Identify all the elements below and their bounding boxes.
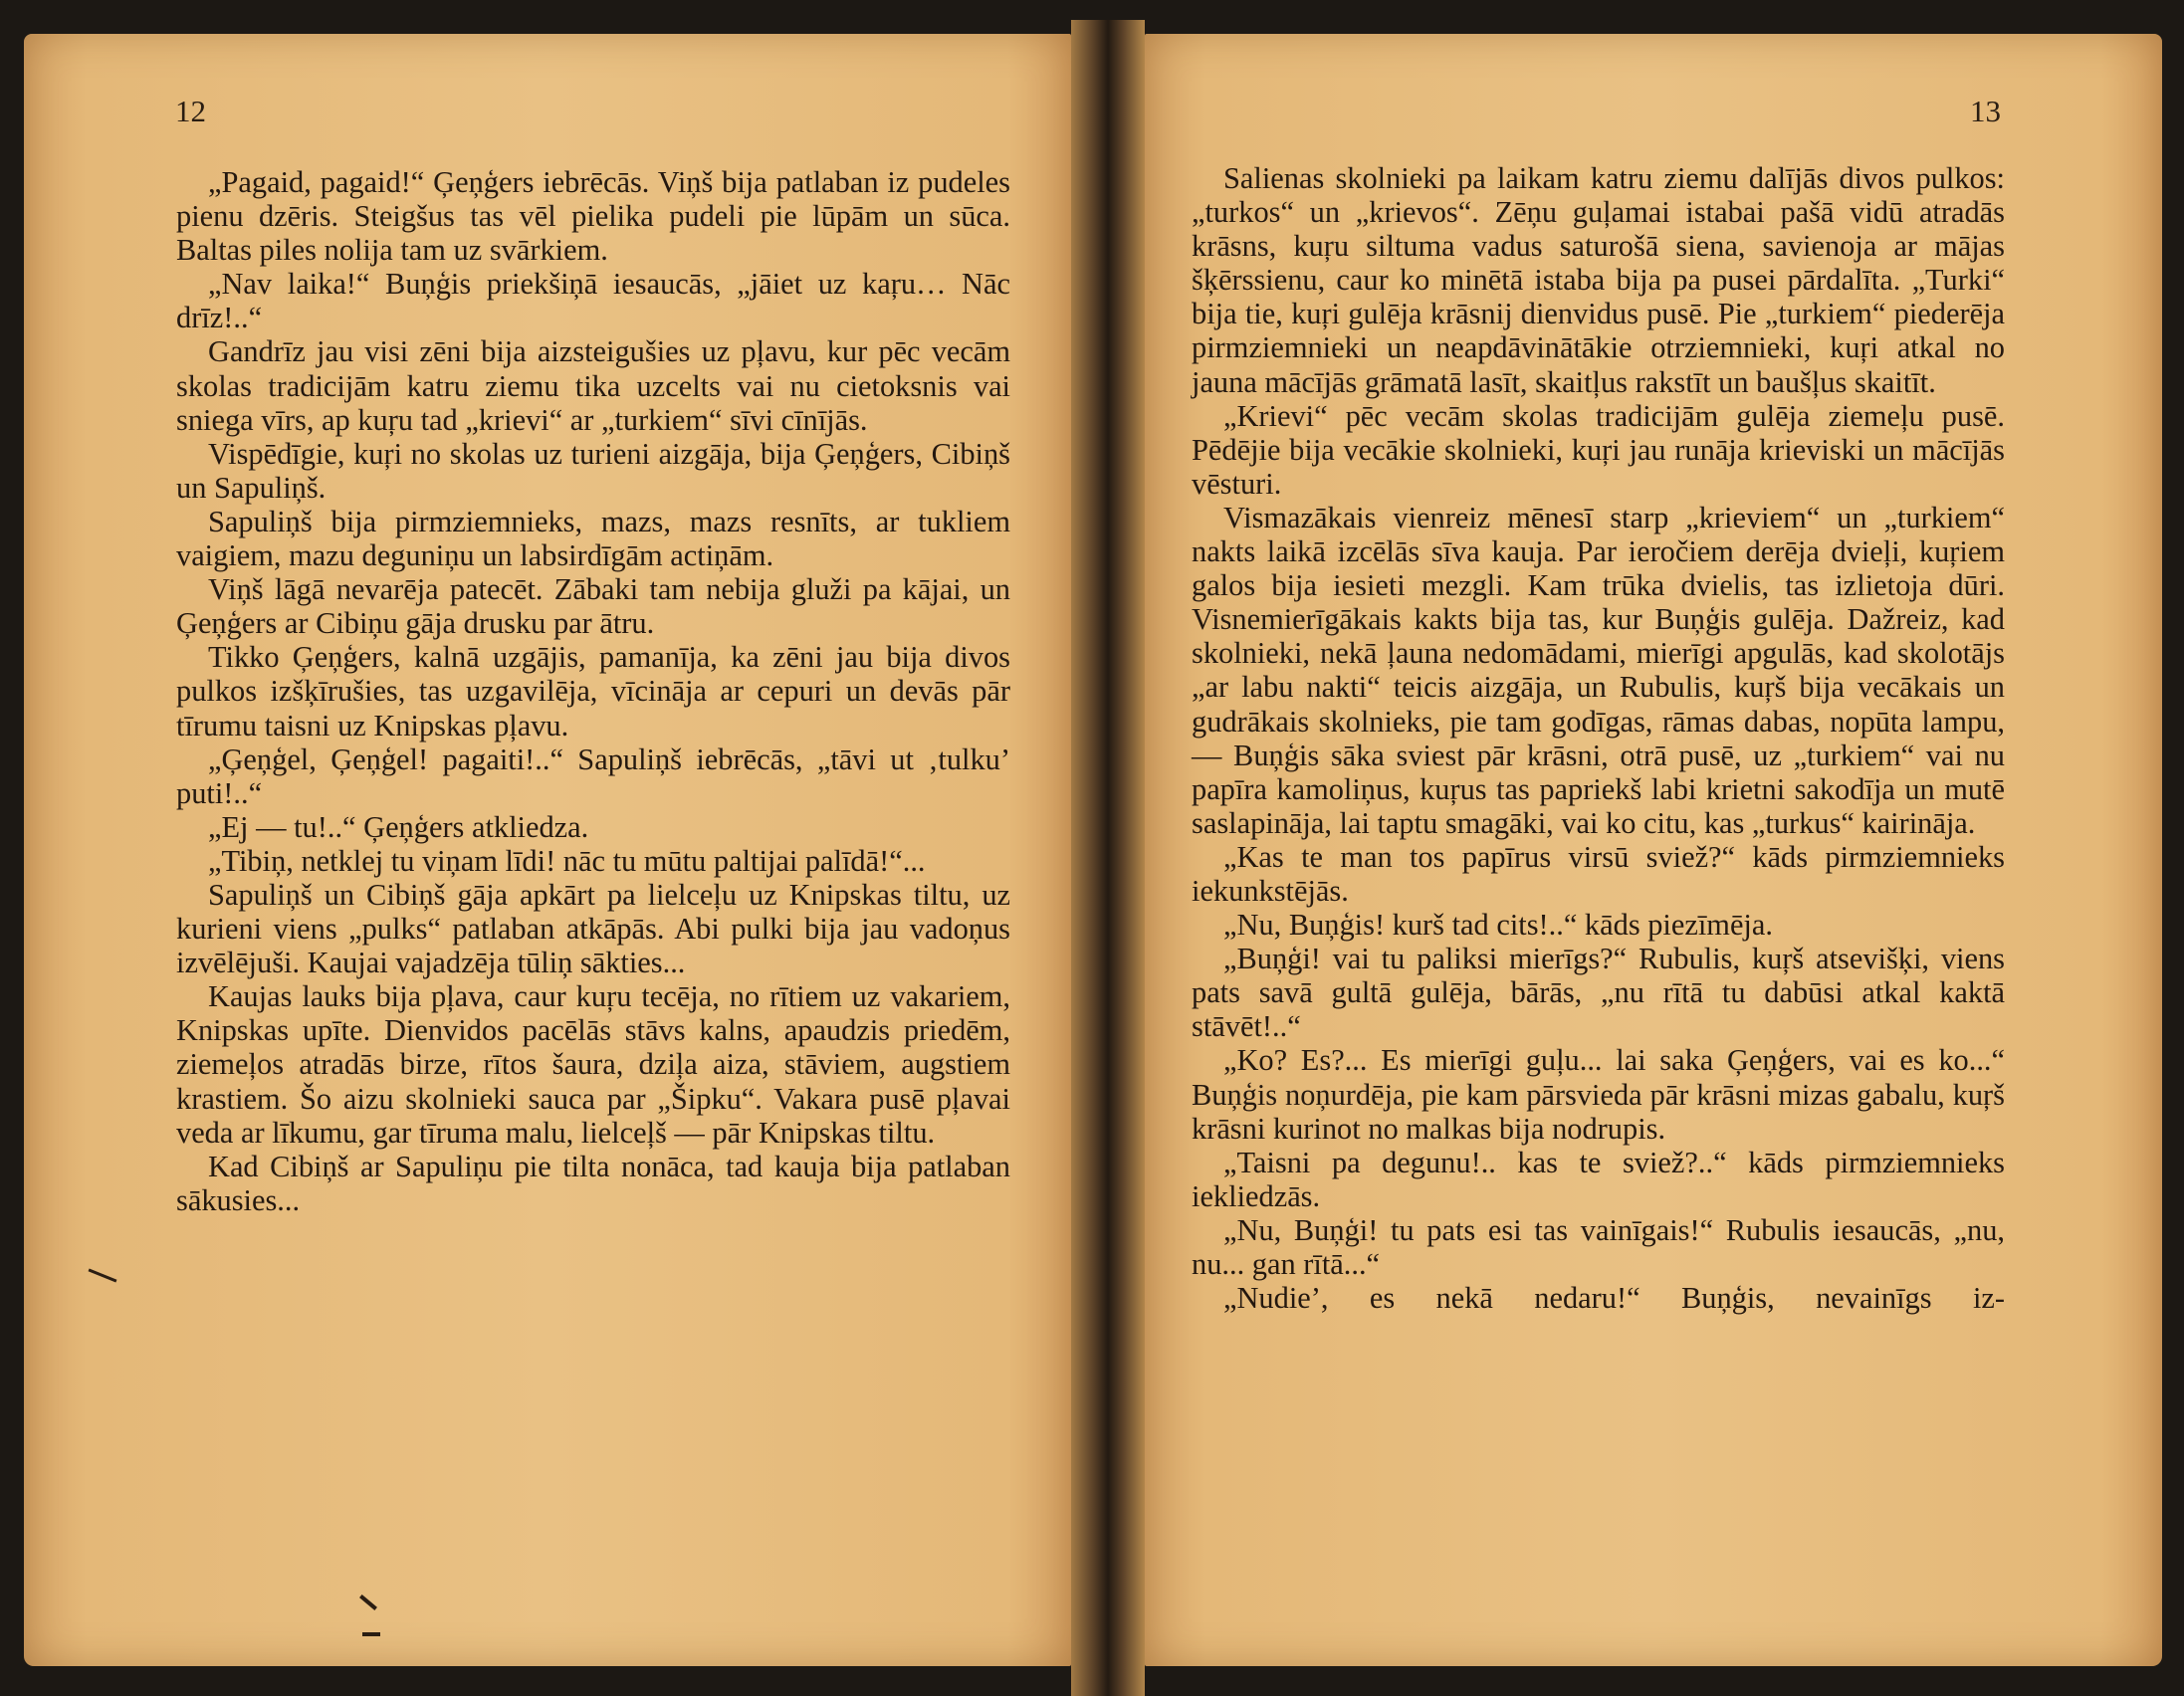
paragraph: Gandrīz jau visi zēni bija aizsteigušies uz pļavu, kur pēc vecām skolas tradicijām katru ziemu tika uzcelts vai nu cietoksnis vai sniega vīrs, ap kuŗu tad „krievi“ ar „turkiem“ sīvi cīnījās. [176,334,1010,437]
left-page [24,34,1071,1666]
margin-mark [89,1268,117,1282]
right-page [1145,34,2162,1666]
paragraph: Sapuliņš un Cibiņš gāja apkārt pa lielceļu uz Knipskas tiltu, uz kurieni viens „pulks“ patlaban atkāpās. Abi pulki bija jau vadoņus izvēlējuši. Kaujai vajadzēja tūliņ sākties... [176,877,1010,980]
paragraph: Tikko Ģeņģers, kalnā uzgājis, pamanīja, ka zēni jau bija divos pulkos izšķīrušies, tas uzgavilēja, vīcināja ar cepuri un devās pār tīrumu taisni uz Knipskas pļavu. [176,640,1010,742]
paragraph: Sapuliņš bija pirmziemnieks, mazs, mazs resnīts, ar tukliem vaigiem, mazu deguniņu un labsirdīgām actiņām. [176,504,1010,573]
paragraph: „Ko? Es?... Es mierīgi guļu... lai saka Ģeņģers, vai es ko...“ Buņģis noņurdēja, pie kam pārsvieda pār krāsni mizas gabalu, kuŗš krāsni kurinot no malkas bija nodrupis. [1192,1043,2005,1146]
paragraph: „Nav laika!“ Buņģis priekšiņā iesaucās, „jāiet uz kaŗu… Nāc drīz!..“ [176,267,1010,335]
paragraph: „Taisni pa degunu!.. kas te sviež?..“ kāds pirmziemnieks iekliedzās. [1192,1145,2005,1213]
paragraph: „Tibiņ, netklej tu viņam līdi! nāc tu mūtu paltijai palīdā!“... [208,843,926,878]
margin-mark [359,1594,377,1610]
paragraph: „Ģeņģel, Ģeņģel! pagaiti!..“ Sapuliņš iebrēcās, „tāvi ut ‚tulku’ puti!..“ [176,742,1010,810]
paragraph: Vismazākais vienreiz mēnesī starp „krieviem“ un „turkiem“ nakts laikā izcēlās sīva kauja. Par ieročiem derēja dvieļi, kuŗiem galos bija iesieti mezgli. Kam trūka dvielis, tas izlietoja dūri. Visnemierīgākais kakts bija tas, kur Buņģis gulēja. Dažreiz, kad skolnieki, nekā ļauna nedomādami, mierīgi apgulās, kad skolotājs „ar labu nakti“ teicis aizgāja, un Rubulis, kuŗš bija vecākais un gudrākais skolnieks, pie tam godīgas, rāmas dabas, nopūta lampu, — Buņģis sāka sviest pār krāsni, otrā pusē, uz „turkiem“ vai nu papīra kamoliņus, kuŗus tas papriekš labi krietni sakodīja un mutē saslapināja, lai taptu smagāki, vai ko citu, kas „turkus“ kairināja. [1192,500,2005,840]
paragraph: „Kas te man tos papīrus virsū sviež?“ kāds pirmziemnieks iekunkstējās. [1192,839,2005,908]
paragraph: „Ej — tu!..“ Ģeņģers atkliedza. [208,809,589,844]
paragraph: Vispēdīgie, kuŗi no skolas uz turieni aizgāja, bija Ģeņģers, Cibiņš un Sapuliņš. [176,436,1010,505]
paragraph: „Krievi“ pēc vecām skolas tradicijām gulēja ziemeļu pusē. Pēdējie bija vecākie skolnieki, kuŗi jau runāja krieviski un mācījās vēsturi. [1192,398,2005,501]
paragraph: Viņš lāgā nevarēja patecēt. Zābaki tam nebija gluži pa kājai, un Ģeņģers ar Cibiņu gāja drusku par ātru. [176,572,1010,641]
page-number-left: 12 [175,94,206,128]
paragraph: Salienas skolnieki pa laikam katru ziemu dalījās divos pulkos: „turkos“ un „krievos“. Zēņu guļamai istabai pašā vidū atradās krāsns, kuŗu siltuma vadus saturošā siena, savienoja ar mājas šķērssienu, caur ko minētā istaba bija pa pusei pārdalīta. „Turki“ bija tie, kuŗi gulēja krāsnij dienvidus pusē. Pie „turkiem“ piederēja pirmziemnieki un neapdāvinātākie otrziemnieki, kuŗi atkal no jauna mācījās grāmatā lasīt, skaitļus rakstīt un baušļus skaitīt. [1192,161,2005,399]
paragraph: „Nu, Buņģi! tu pats esi tas vainīgais!“ Rubulis iesaucās, „nu, nu... gan rītā...“ [1192,1212,2005,1281]
book-gutter [1071,20,1145,1696]
left-page-text [176,165,1010,1217]
margin-mark [362,1632,380,1636]
page-number-right: 13 [1970,94,2001,128]
paragraph: Kaujas lauks bija pļava, caur kuŗu tecēja, no rītiem uz vakariem, Knipskas upīte. Dienvidos pacēlās stāvs kalns, apaudzis priedēm, ziemeļos atradās birze, rītos šaura, dziļa aiza, stāviem, augstiem krastiem. Šo aizu skolnieki sauca par „Šipku“. Vakara pusē pļavai veda ar līkumu, gar tīruma malu, lielceļš — pār Knipskas tiltu. [176,979,1010,1150]
paragraph: „Nu, Buņģis! kurš tad cits!..“ kāds piezīmēja. [1223,908,1773,943]
paragraph: Kad Cibiņš ar Sapuliņu pie tilta nonāca, tad kauja bija patlaban sākusies... [176,1149,1010,1217]
paragraph: „Nudie’, es nekā nedaru!“ Buņģis, nevainīgs iz- [1223,1281,2005,1316]
right-page-text [1192,161,2005,1315]
paragraph: „Pagaid, pagaid!“ Ģeņģers iebrēcās. Viņš bija patlaban iz pudeles pienu dzēris. Steigšus tas vēl pielika pudeli pie lūpām un sūca. Baltas piles nolija tam uz svārkiem. [176,165,1010,268]
paragraph: „Buņģi! vai tu paliksi mierīgs?“ Rubulis, kuŗš atsevišķi, viens pats savā gultā gulēja, bārās, „nu rītā tu dabūsi atkal kaktā stāvēt!..“ [1192,942,2005,1044]
